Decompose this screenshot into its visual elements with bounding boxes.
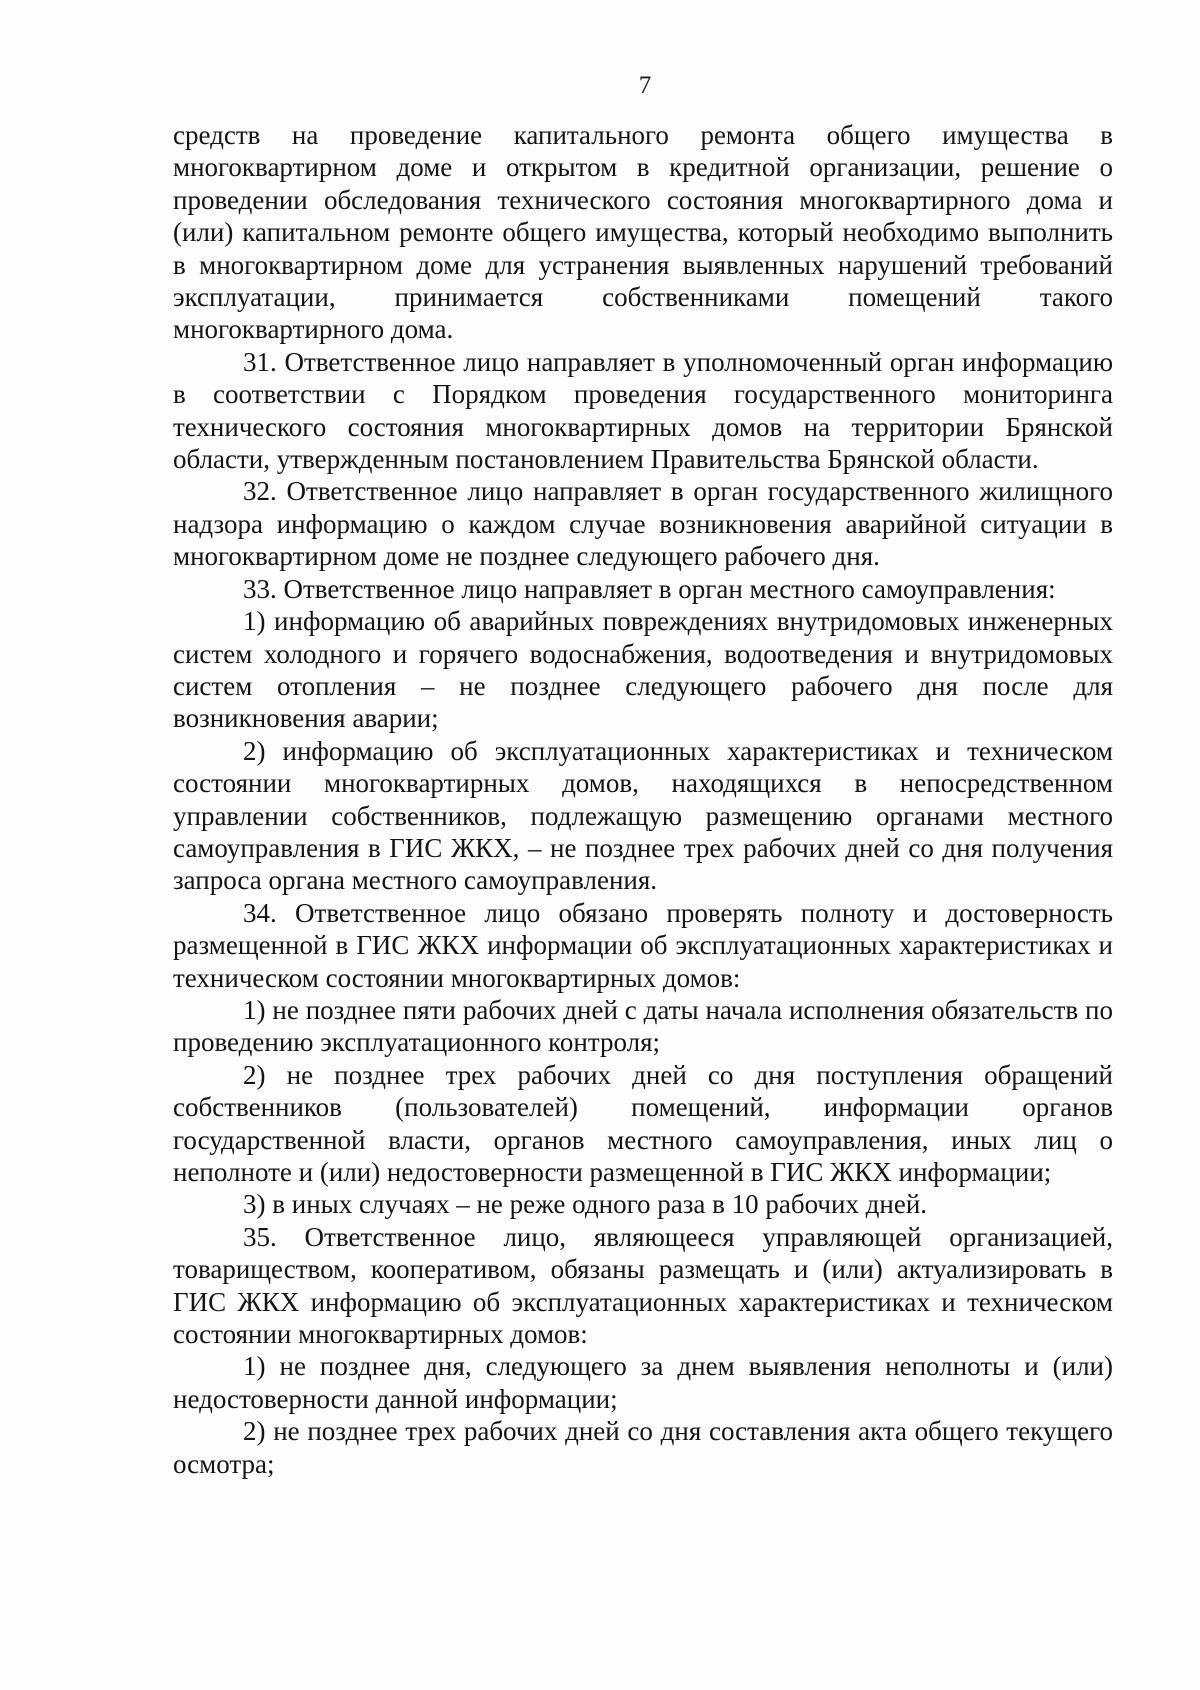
paragraph-item-34-sub-3: 3) в иных случаях – не реже одного раза в 10 рабочих дней.: [243, 1189, 928, 1220]
paragraph-item-35-sub-1: 1) не позднее дня, следующего за днем выявления неполноты и (или) недостоверности данной информации;: [173, 1351, 1113, 1414]
page-number: 7: [638, 72, 652, 99]
paragraph-item-35-sub-2: 2) не позднее трех рабочих дней со дня составления акта общего текущего осмотра;: [173, 1416, 1113, 1479]
paragraph-item-33-sub-2: 2) информацию об эксплуатационных характеристиках и техническом состоянии многоквартирных домов, находящихся в непосредственном управлении собственников, подлежащую размещению органами местного самоуправления в ГИС ЖКХ, – не позднее трех рабочих дней со дня получения запроса органа местного самоуправления.: [173, 735, 1113, 896]
paragraph-item-34-sub-2: 2) не позднее трех рабочих дней со дня поступления обращений собственников (пользователей) помещений, информации органов государственной власти, органов местного самоуправления, иных лиц о неполноте и (или) недостоверности размещенной в ГИС ЖКХ информации;: [173, 1059, 1113, 1187]
document-body: [173, 119, 1113, 1480]
paragraph-item-33: 33. Ответственное лицо направляет в орган местного самоуправления:: [243, 573, 1056, 604]
paragraph-item-34-sub-1: 1) не позднее пяти рабочих дней с даты начала исполнения обязательств по проведению эксплуатационного контроля;: [173, 994, 1113, 1058]
paragraph-item-33-sub-1: 1) информацию об аварийных повреждениях внутридомовых инженерных систем холодного и горячего водоснабжения, водоотведения и внутридомовых систем отопления – не позднее следующего рабочего дня после для возникновения аварии;: [173, 606, 1113, 734]
paragraph-continuation: средств на проведение капитального ремонта общего имущества в многоквартирном доме и открытом в кредитной организации, решение о проведении обследования технического состояния многоквартирного дома и (или) капитальном ремонте общего имущества, который необходимо выполнить в многоквартирном доме для устранения выявленных нарушений требований эксплуатации, принимается собственниками помещений такого многоквартирного дома.: [173, 120, 1113, 345]
paragraph-item-35: 35. Ответственное лицо, являющееся управляющей организацией, товариществом, кооперативом, обязаны размещать и (или) актуализировать в ГИС ЖКХ информацию об эксплуатационных характеристиках и техническом состоянии многоквартирных домов:: [173, 1221, 1113, 1350]
paragraph-item-31: 31. Ответственное лицо направляет в уполномоченный орган информацию в соответствии с Порядком проведения государственного мониторинга технического состояния многоквартирных домов на территории Брянской области, утвержденным постановлением Правительства Брянской области.: [173, 346, 1113, 475]
paragraph-item-32: 32. Ответственное лицо направляет в орган государственного жилищного надзора информацию о каждом случае возникновения аварийной ситуации в многоквартирном доме не позднее следующего рабочего дня.: [173, 476, 1113, 572]
paragraph-item-34: 34. Ответственное лицо обязано проверять полноту и достоверность размещенной в ГИС ЖКХ информации об эксплуатационных характеристиках и техническом состоянии многоквартирных домов:: [173, 897, 1113, 993]
